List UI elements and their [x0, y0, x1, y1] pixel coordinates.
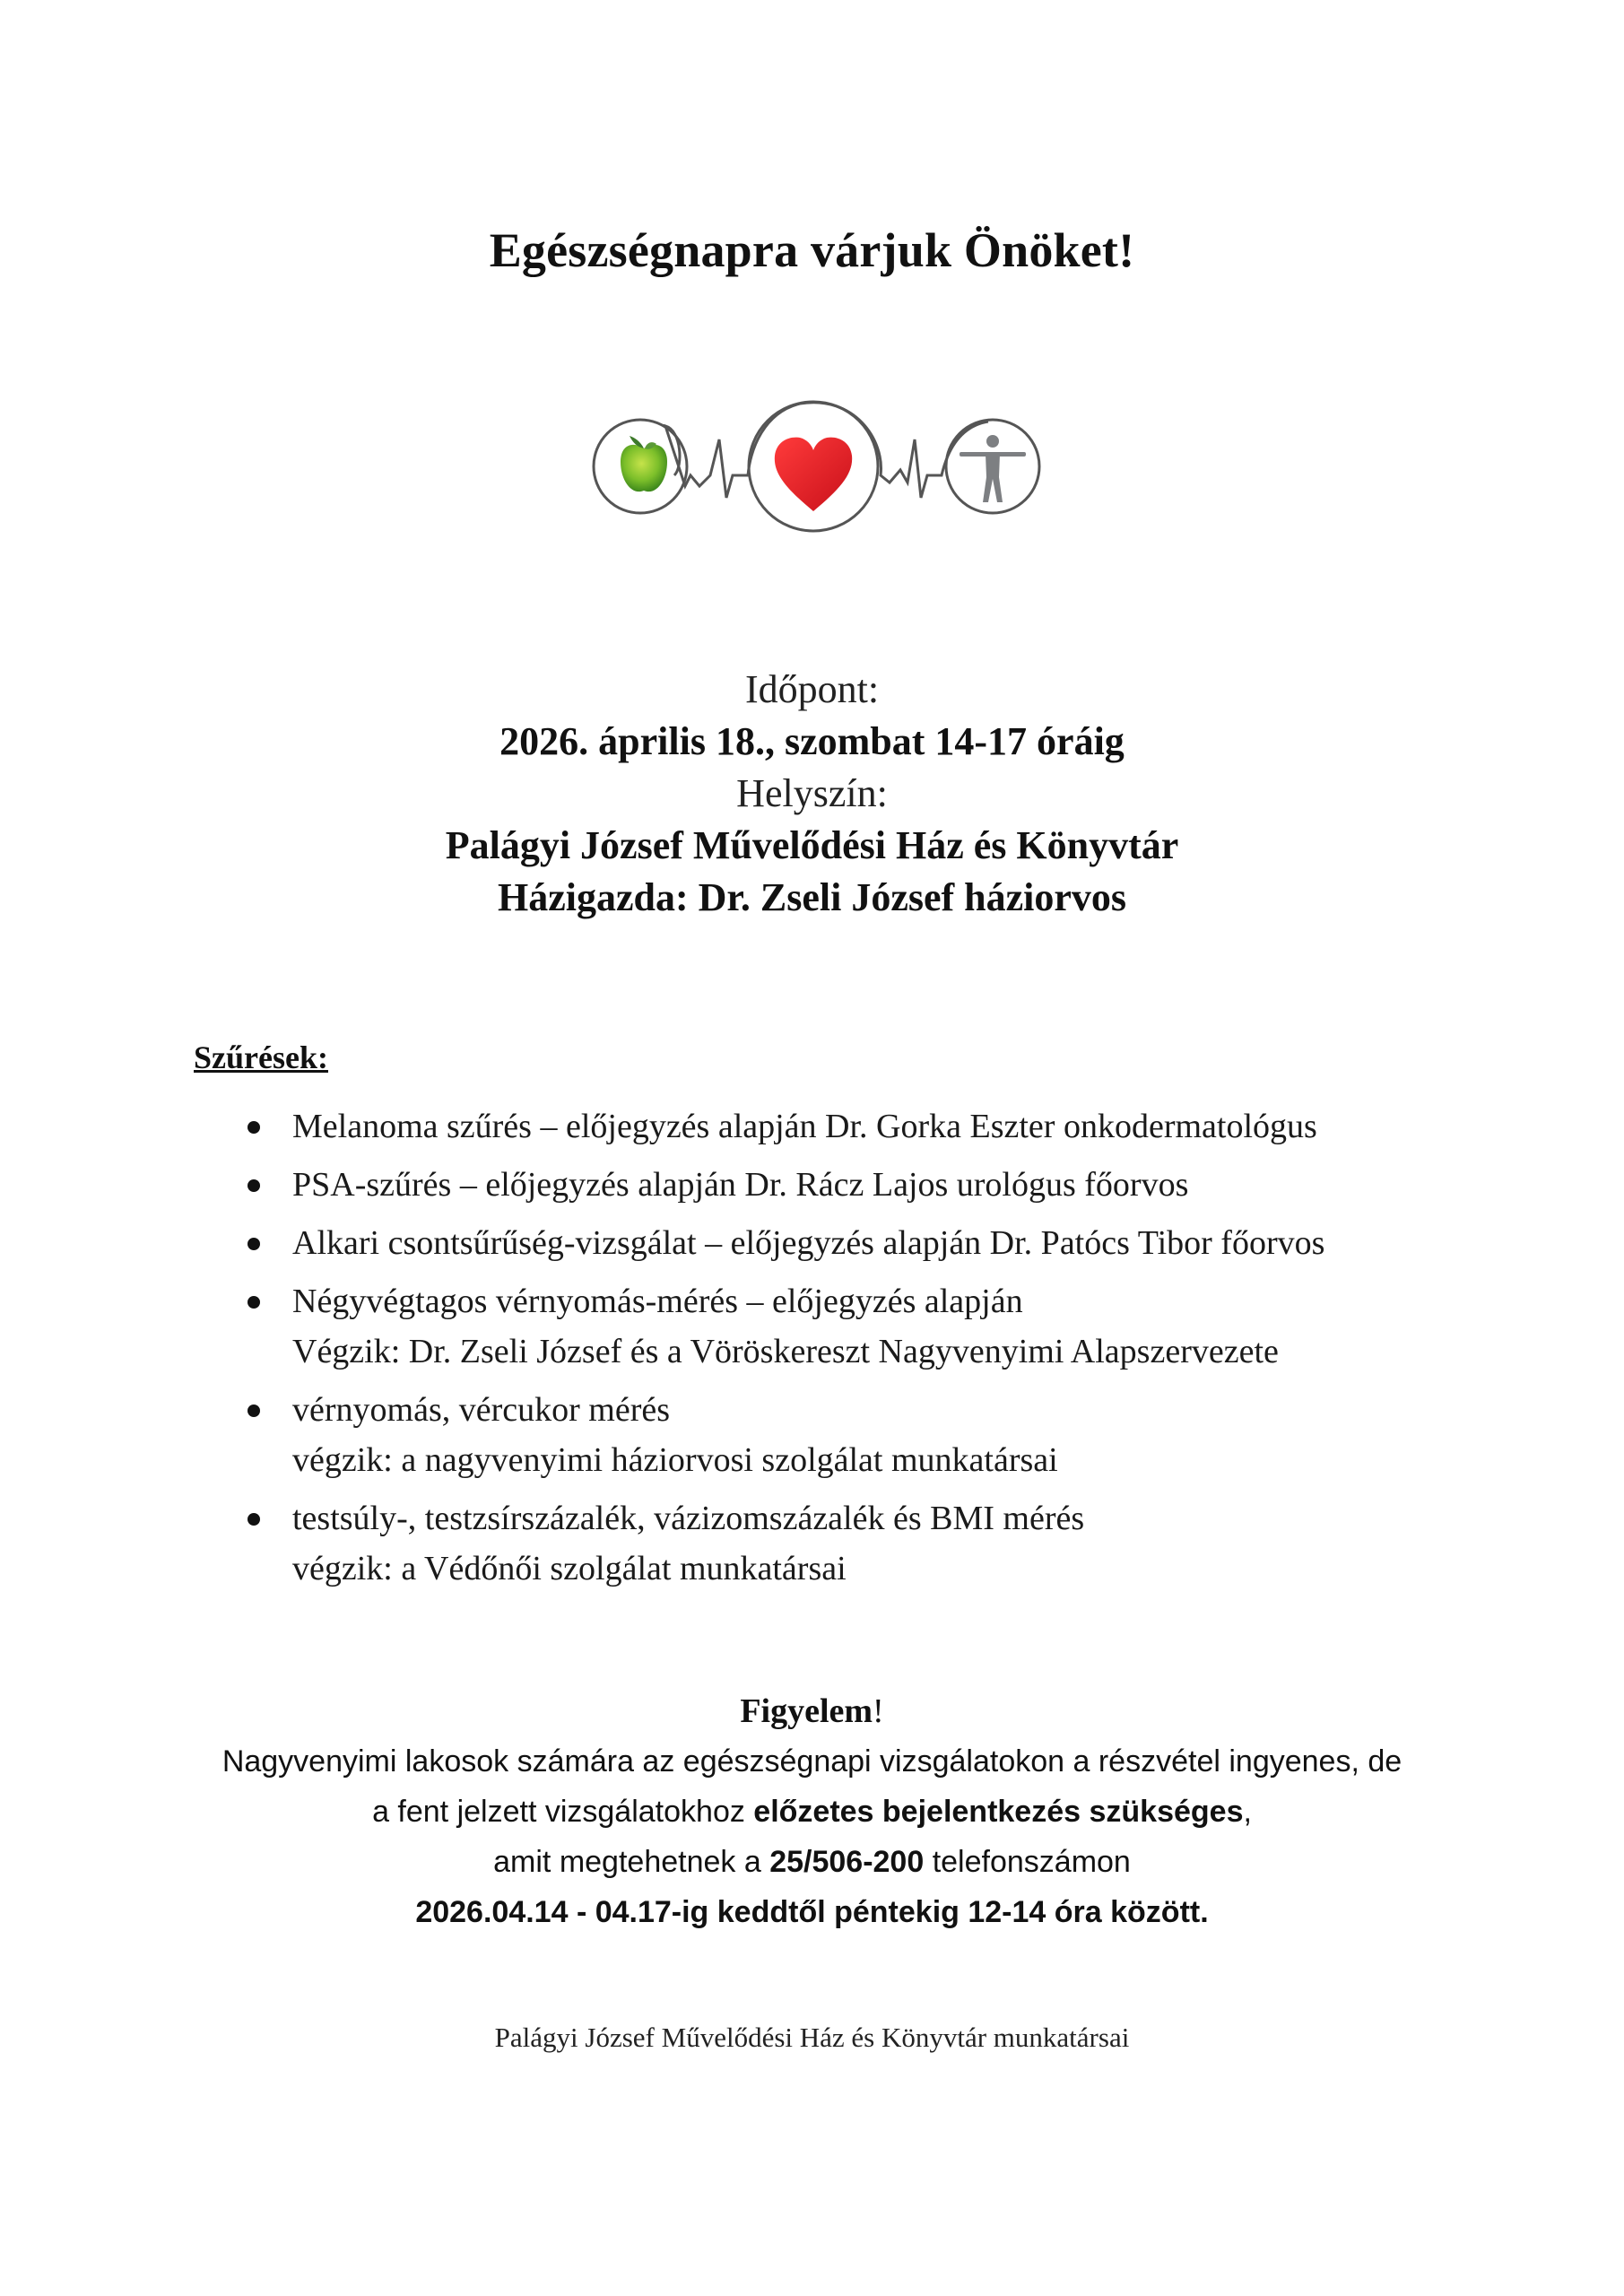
date-label: Időpont: — [744, 667, 880, 711]
notice-text: amit megtehetnek a — [493, 1845, 770, 1879]
notice-line-1: Nagyvenyimi lakosok számára az egészségnapi vizsgálatokon a részvétel ingyenes, de — [221, 1744, 1403, 1779]
date-value: 2026. április 18., szombat 14-17 óráig — [499, 719, 1125, 763]
page-title: Egészségnapra várjuk Önöket! — [489, 223, 1135, 277]
list-item — [239, 1101, 1494, 1152]
list-item-text: Melanoma szűrés – előjegyzés alapján Dr. Gorka Eszter onkodermatológus — [292, 1108, 1317, 1145]
list-item-subtext: végzik: a Védőnői szolgálat munkatársai — [292, 1550, 847, 1587]
location-value: Palágyi József Művelődési Ház és Könyvtár — [445, 823, 1179, 867]
list-item-subtext: végzik: a nagyvenyimi háziorvosi szolgálat munkatársai — [292, 1441, 1058, 1479]
list-item-text: Négyvégtagos vérnyomás-mérés – előjegyzés alapján — [292, 1283, 1023, 1320]
notice-heading-mark: ! — [873, 1692, 884, 1730]
list-item — [239, 1218, 1494, 1268]
notice-text: telefonszámon — [924, 1845, 1131, 1879]
screenings-heading: Szűrések: — [194, 1039, 328, 1075]
event-info — [0, 664, 1624, 924]
list-item — [239, 1276, 1494, 1377]
bullet-icon — [248, 1238, 260, 1250]
list-item-text: Alkari csontsűrűség-vizsgálat – előjegyzés alapján Dr. Patócs Tibor főorvos — [292, 1224, 1325, 1262]
host: Házigazda: Dr. Zseli József háziorvos — [497, 875, 1127, 919]
notice-line-4 — [0, 1887, 1624, 1937]
list-item — [239, 1160, 1494, 1210]
list-item — [239, 1493, 1494, 1594]
bullet-icon — [248, 1296, 260, 1309]
screenings-list — [239, 1101, 1494, 1602]
heart-icon — [775, 438, 852, 511]
human-figure-icon — [960, 435, 1026, 502]
bullet-icon — [248, 1121, 260, 1134]
bullet-icon — [248, 1405, 260, 1417]
list-item — [239, 1385, 1494, 1485]
list-item-subtext: Végzik: Dr. Zseli József és a Vöröskereszt Nagyvenyimi Alapszervezete — [292, 1333, 1279, 1370]
registration-required: előzetes bejelentkezés szükséges — [753, 1795, 1244, 1829]
registration-period: 2026.04.14 - 04.17-ig keddtől péntekig 12-14 óra között. — [415, 1895, 1209, 1929]
notice-line-2 — [0, 1787, 1624, 1837]
location-label: Helyszín: — [736, 771, 888, 815]
bullet-icon — [248, 1513, 260, 1526]
notice-section — [0, 1686, 1624, 1937]
list-item-text: vérnyomás, vércukor mérés — [292, 1391, 671, 1429]
health-logo — [585, 377, 1069, 547]
notice-heading-bold: Figyelem — [740, 1692, 873, 1730]
list-item-text: testsúly-, testzsírszázalék, vázizomszázalék és BMI mérés — [292, 1500, 1085, 1537]
notice-line-3 — [0, 1837, 1624, 1887]
list-item-text: PSA-szűrés – előjegyzés alapján Dr. Rácz Lajos urológus főorvos — [292, 1166, 1189, 1204]
apple-icon — [621, 436, 667, 491]
bullet-icon — [248, 1179, 260, 1192]
phone-number: 25/506-200 — [769, 1845, 925, 1879]
notice-heading — [0, 1686, 1624, 1736]
footer-signature: Palágyi József Művelődési Ház és Könyvtár munkatársai — [494, 2022, 1130, 2053]
notice-text: , — [1243, 1795, 1252, 1829]
notice-text: a fent jelzett vizsgálatokhoz — [372, 1795, 754, 1829]
